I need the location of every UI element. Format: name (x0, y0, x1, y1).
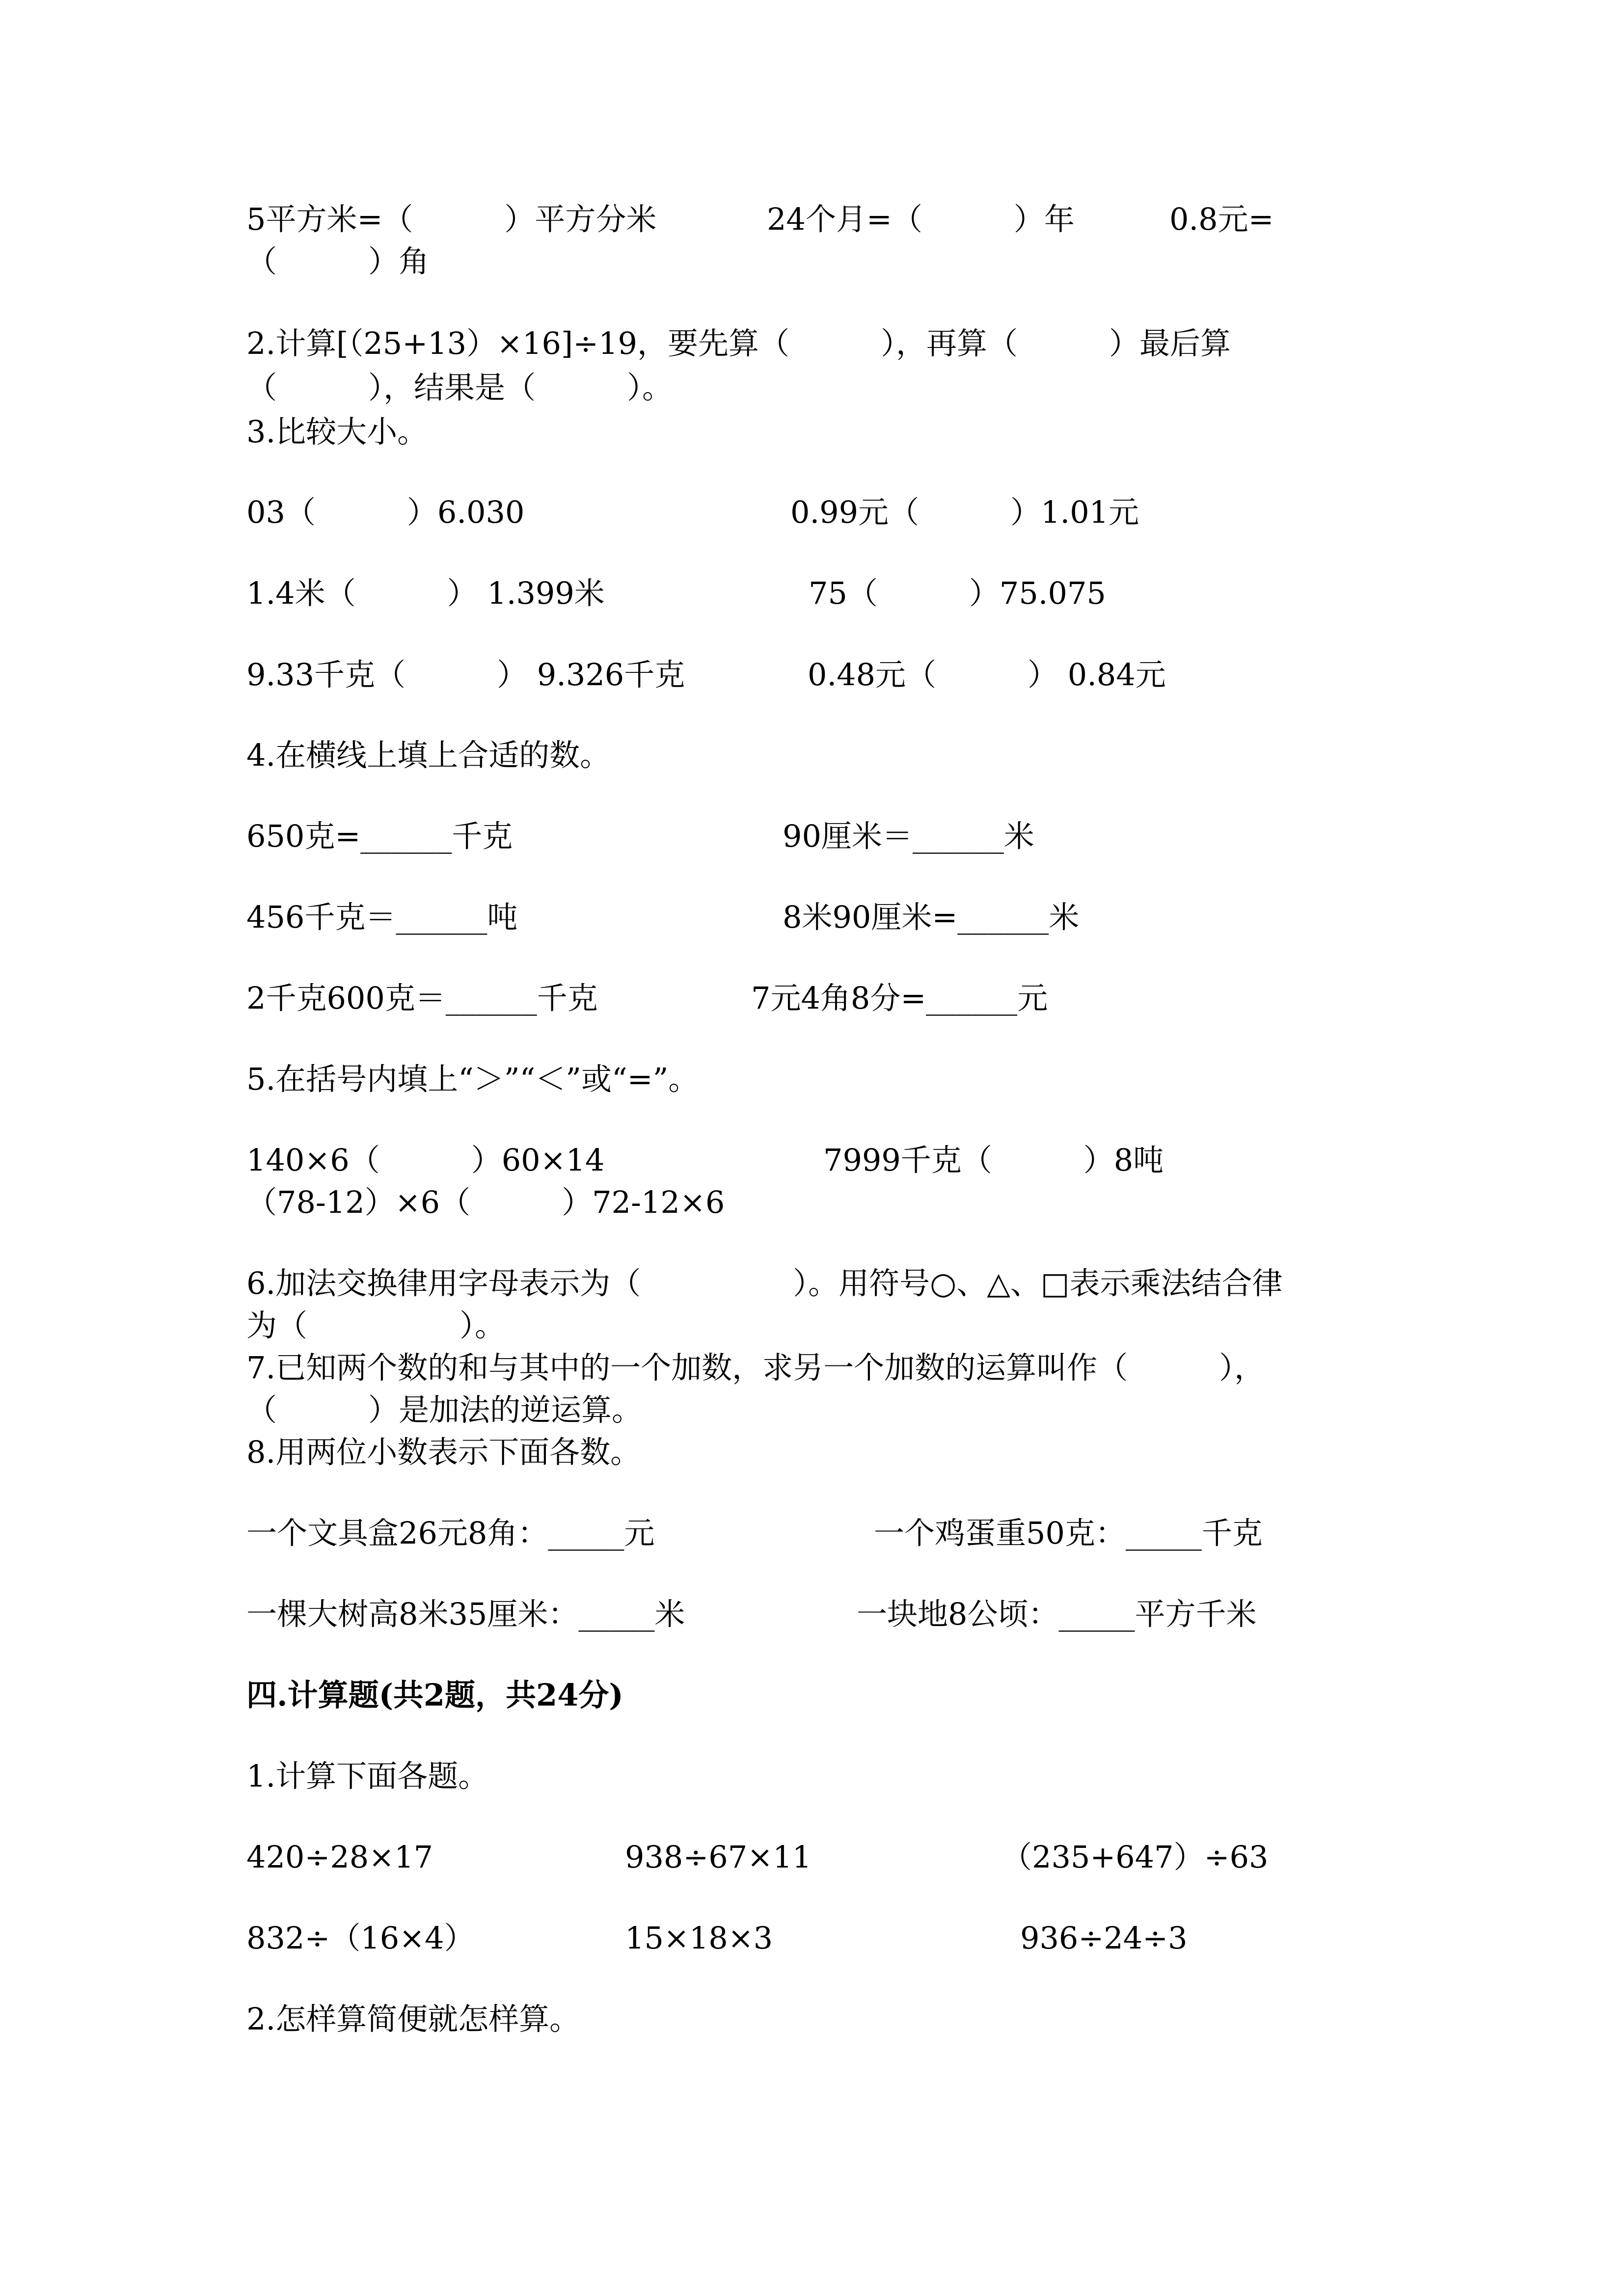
q7-line1: 7.已知两个数的和与其中的一个加数，求另一个加数的运算叫作（ ）， (246, 1350, 1265, 1386)
q4-title: 4.在横线上填上合适的数。 (246, 737, 611, 773)
q3-row3-a: 9.33千克（ ） 9.326千克 (246, 657, 685, 693)
q5-row1-b: 7999千克（ ）8吨 (823, 1142, 1164, 1178)
q1-line1-a: 5平方米=（ ）平方分米 (246, 201, 657, 237)
s4-q1-row2-c: 936÷24÷3 (1020, 1920, 1188, 1956)
s4-q1-row2-a: 832÷（16×4） (246, 1920, 475, 1956)
q3-row1-b: 0.99元（ ）1.01元 (790, 494, 1139, 530)
s4-q2-title: 2.怎样算简便就怎样算。 (246, 2001, 580, 2037)
s4-q1-row2-b: 15×18×3 (625, 1920, 773, 1956)
q8-row1-b: 一个鸡蛋重50克：_____千克 (874, 1515, 1263, 1551)
q5-title: 5.在括号内填上“＞”“＜”或“=”。 (246, 1061, 699, 1097)
s4-q1-row1-c: （235+647）÷63 (1001, 1839, 1269, 1875)
q1-line2: （ ）角 (246, 243, 430, 279)
q8-row1-a: 一个文具盒26元8角：_____元 (246, 1515, 655, 1551)
q1-line1-c: 0.8元= (1169, 201, 1274, 237)
q5-row1-a: 140×6（ ）60×14 (246, 1142, 605, 1178)
q8-row2-a: 一棵大树高8米35厘米：_____米 (246, 1596, 685, 1632)
q3-row2-b: 75（ ）75.075 (809, 575, 1106, 611)
q4-row1-a: 650克=______千克 (246, 818, 513, 854)
section4-title: 四.计算题(共2题，共24分) (246, 1677, 623, 1713)
q4-row2-b: 8米90厘米=______米 (783, 899, 1080, 935)
q3-row2-a: 1.4米（ ） 1.399米 (246, 575, 605, 611)
s4-q1-title: 1.计算下面各题。 (246, 1758, 489, 1794)
q3-row1-a: 03（ ）6.030 (246, 494, 525, 530)
q4-row3-a: 2千克600克＝______千克 (246, 980, 598, 1016)
s4-q1-row1-b: 938÷67×11 (625, 1839, 812, 1875)
q6-line1: 6.加法交换律用字母表示为（ ）。用符号○、△、□表示乘法结合律 (246, 1265, 1283, 1301)
s4-q1-row1-a: 420÷28×17 (246, 1839, 433, 1875)
q3-row3-b: 0.48元（ ） 0.84元 (808, 657, 1166, 693)
q1-line1-b: 24个月=（ ）年 (767, 201, 1075, 237)
q8-title: 8.用两位小数表示下面各数。 (246, 1434, 641, 1470)
q4-row2-a: 456千克＝______吨 (246, 899, 518, 935)
q2-line1: 2.计算[（25+13）×16]÷19，要先算（ ），再算（ ）最后算 (246, 325, 1231, 361)
q8-row2-b: 一块地8公顷：_____平方千米 (857, 1596, 1257, 1632)
q4-row3-b: 7元4角8分=______元 (751, 980, 1048, 1016)
q7-line2: （ ）是加法的逆运算。 (246, 1392, 643, 1428)
q6-line2: 为（ ）。 (246, 1308, 506, 1343)
q2-line2: （ ），结果是（ ）。 (246, 370, 673, 405)
q3-title: 3.比较大小。 (246, 414, 428, 450)
q4-row1-b: 90厘米＝______米 (783, 818, 1034, 854)
q5-row2: （78-12）×6（ ）72-12×6 (246, 1184, 725, 1220)
